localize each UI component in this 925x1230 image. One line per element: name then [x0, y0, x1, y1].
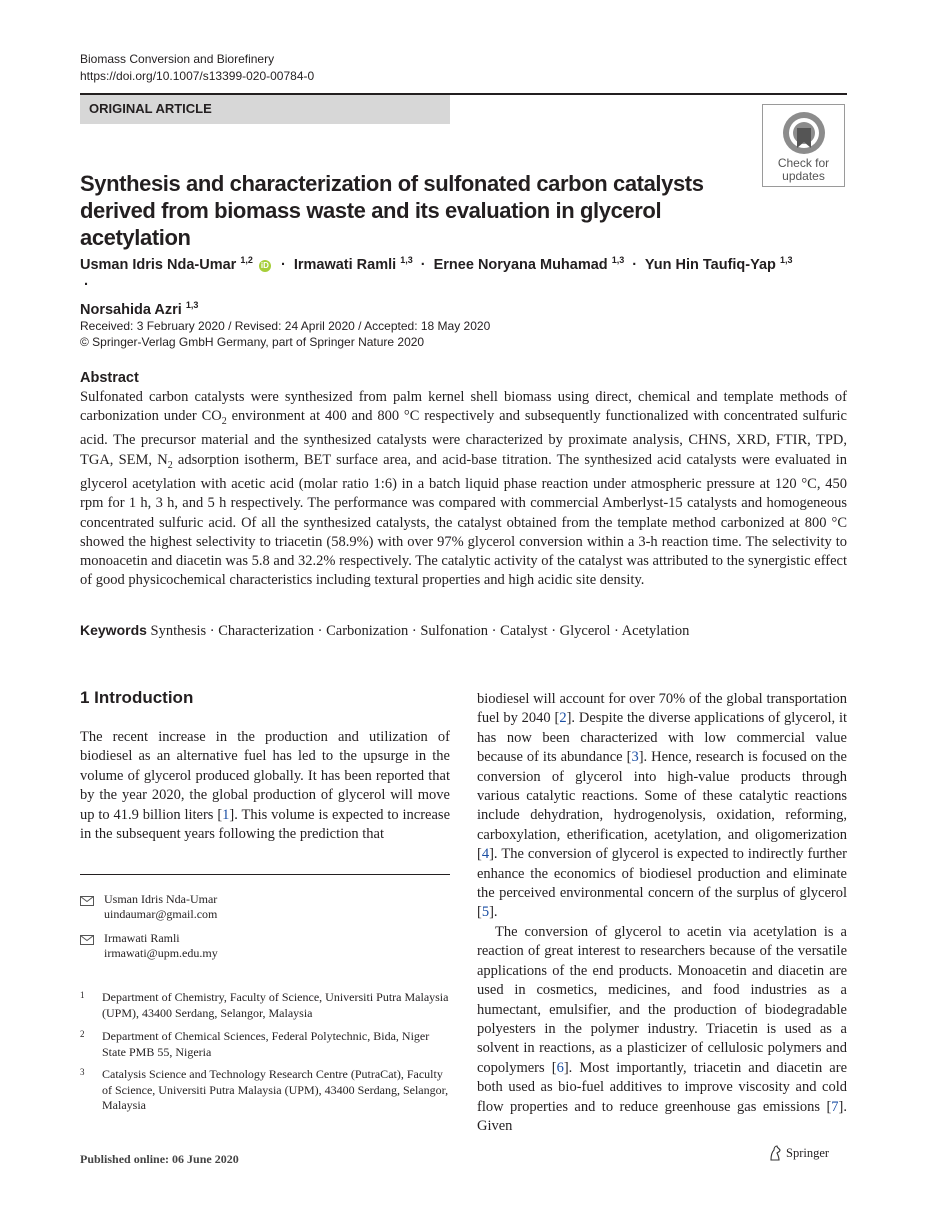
- author-name[interactable]: Yun Hin Taufiq-Yap: [644, 256, 776, 273]
- body-text: biodiesel will account for over 70% of the global transportation fuel by 2040 [: [477, 691, 847, 727]
- affiliation-number: 2: [80, 1029, 85, 1039]
- body-text: ].: [489, 904, 498, 921]
- corresponding-author-name: Usman Idris Nda-Umar: [104, 892, 218, 906]
- article-title: Synthesis and characterization of sulfonated carbon catalysts derived from biomass waste and its evaluation in glycerol acetylation: [80, 171, 704, 250]
- citation-link[interactable]: 1: [222, 806, 230, 823]
- author-list: [80, 250, 800, 320]
- corresponding-author-email[interactable]: irmawati@upm.edu.my: [104, 946, 218, 960]
- crossmark-icon: [781, 110, 827, 156]
- citation-link[interactable]: 6: [556, 1059, 564, 1076]
- keywords-list: Synthesis · Characterization · Carbonization · Sulfonation · Catalyst · Glycerol · Acetylation: [150, 623, 690, 639]
- badge-text-line1: Check for: [777, 156, 830, 170]
- body-text: ]. This volume is expected to increase in the subsequent years following the prediction that: [80, 806, 450, 843]
- envelope-icon: [80, 896, 94, 906]
- author-separator: ·: [632, 256, 638, 273]
- author-affiliation-marker: 1,3: [185, 299, 199, 310]
- intro-right-column: [477, 690, 847, 1136]
- affiliation-text: Department of Chemical Sciences, Federal Polytechnic, Bida, Niger State PMB 55, Nigeria: [102, 1029, 430, 1059]
- copyright-notice: © Springer-Verlag GmbH Germany, part of Springer Nature 2020: [80, 335, 425, 349]
- citation-link[interactable]: 5: [481, 904, 490, 921]
- author-separator: ·: [280, 256, 286, 273]
- springer-horse-icon: [768, 1145, 782, 1161]
- abstract-text-part: Sulfonated carbon catalysts were synthesized from palm kernel shell biomass using direct, chemical and template methods of carbonization under CO: [80, 389, 847, 425]
- paragraph: [477, 923, 847, 1136]
- corresponding-author-email[interactable]: uindaumar@gmail.com: [104, 907, 218, 921]
- body-text: ]. Despite the diverse applications of glycerol, it has now been characterized with low commercial value because of its abundance [: [477, 710, 848, 766]
- author-separator: ·: [420, 256, 426, 273]
- author-name[interactable]: Ernee Noryana Muhamad: [433, 256, 608, 273]
- badge-text-line2: updates: [782, 169, 825, 183]
- citation-link[interactable]: 2: [559, 710, 567, 727]
- publisher-logo: [786, 1146, 829, 1161]
- abstract-text-part: environment at 400 and 800 °C respectively and subsequently functionalized with concentrated sulfuric acid. The precursor material and the synthesized catalysts were characterized by proximate analysis, CHNS, XRD, FTIR, TPD, TGA, SEM, N: [80, 408, 847, 468]
- abstract-heading: Abstract: [80, 370, 139, 386]
- author-name[interactable]: Norsahida Azri: [80, 301, 182, 318]
- check-for-updates-badge[interactable]: [762, 104, 845, 187]
- author-affiliation-marker: 1,3: [779, 255, 793, 265]
- body-text: ]. The conversion of glycerol is expected to indirectly further enhance the economics of biodiesel production and eliminate the perceived environmental concern of the surplus of glycerol [: [477, 846, 847, 921]
- affiliation-number: 3: [80, 1067, 85, 1077]
- abstract-subscript: 2: [221, 416, 227, 428]
- citation-link[interactable]: 4: [481, 846, 490, 863]
- footnote-rule: [80, 874, 450, 875]
- section-heading-introduction: 1 Introduction: [80, 688, 194, 707]
- envelope-icon: [80, 935, 94, 945]
- article-dates: Received: 3 February 2020 / Revised: 24 April 2020 / Accepted: 18 May 2020: [80, 319, 491, 333]
- author-affiliation-marker: 1,3: [400, 255, 413, 265]
- citation-link[interactable]: 3: [631, 749, 639, 766]
- author-name[interactable]: Usman Idris Nda-Umar: [80, 256, 237, 273]
- body-text: ]. Most importantly, triacetin and diacetin are both used as bio-fuel additives to improve viscosity and cold flow properties and to reduce greenhouse gas emissions [: [477, 1059, 848, 1115]
- author-name[interactable]: Irmawati Ramli: [293, 256, 397, 273]
- affiliation-text: Catalysis Science and Technology Research Centre (PutraCat), Faculty of Science, Universiti Putra Malaysia (UPM), 43400 Serdang, Selangor, Malaysia: [102, 1067, 449, 1112]
- article-type-band: [80, 95, 450, 124]
- published-online-date: Published online: 06 June 2020: [80, 1152, 239, 1166]
- article-type-label: ORIGINAL ARTICLE: [89, 101, 212, 116]
- corresponding-author-name: Irmawati Ramli: [104, 931, 180, 945]
- body-text: ]. Given: [477, 1098, 847, 1134]
- publisher-name: Springer: [786, 1146, 830, 1160]
- affiliation-text: Department of Chemistry, Faculty of Science, Universiti Putra Malaysia (UPM), 43400 Serdang, Selangor, Malaysia: [102, 990, 449, 1020]
- author-separator: ·: [84, 276, 89, 293]
- abstract-text-part: adsorption isotherm, BET surface area, and acid-base titration. The synthesized acid catalysts were evaluated in glycerol acetylation with acetic acid (molar ratio 1:6) in a batch liquid phase reaction under atmospheric pressure at 120 °C, 450 rpm for 1 h, 3 h, and 5 h respectively. The performance was compared with commercial Amberlyst-15 catalysts and homogeneous concentrated sulfuric acid. Of all the synthesized catalysts, the catalyst obtained from the template method carbonized at 800 °C showed the highest selectivity to triacetin (58.9%) with over 97% glycerol conversion within a 3-h reaction time. The selectivity to monoacetin and diacetin was 5.8 and 32.2% respectively. The catalytic activity of the catalyst was attributed to the synergistic effect of good physicochemical characteristics including textural properties and high acidic site density.: [80, 451, 847, 589]
- keywords: [80, 621, 847, 641]
- body-text: ]. Hence, research is focused on the conversion of glycerol into high-value products through various catalytic reactions. Some of these catalytic reactions include dehydration, hydrogenolysis, oxidation, reforming, carboxylation, etherification, acetylation, and oligomerization [: [477, 749, 847, 863]
- abstract-body: [80, 388, 847, 591]
- body-text: The conversion of glycerol to acetin via acetylation is a reaction of great interest to researchers because of the versatile applications of the end products. Monoacetin and diacetin are used in cosmetics, medicines, and food industries as a humectant, emulsifier, and the production of biodegradable polyesters in the polymer industry. Triacetin is used as a solvent in reactions, as a plasticizer of cellulosic polymers and copolymers [: [477, 923, 847, 1076]
- intro-left-column: [80, 728, 450, 844]
- journal-name: Biomass Conversion and Biorefinery: [80, 52, 275, 66]
- doi-link[interactable]: https://doi.org/10.1007/s13399-020-00784-0: [80, 69, 315, 83]
- orcid-icon[interactable]: iD: [260, 260, 269, 270]
- author-affiliation-marker: 1,2: [240, 255, 253, 265]
- author-affiliation-marker: 1,3: [611, 255, 625, 265]
- keywords-label: Keywords: [80, 622, 147, 638]
- citation-link[interactable]: 7: [831, 1098, 839, 1115]
- paragraph: [477, 690, 847, 923]
- body-text: The recent increase in the production and utilization of biodiesel as an alternative fuel has led to the upsurge in the volume of glycerol produced globally. It has been reported that by the year 2020, the global production of glycerol will move up to 41.9 billion liters [: [80, 729, 450, 823]
- abstract-subscript: 2: [167, 459, 173, 471]
- affiliation-number: 1: [80, 990, 85, 1000]
